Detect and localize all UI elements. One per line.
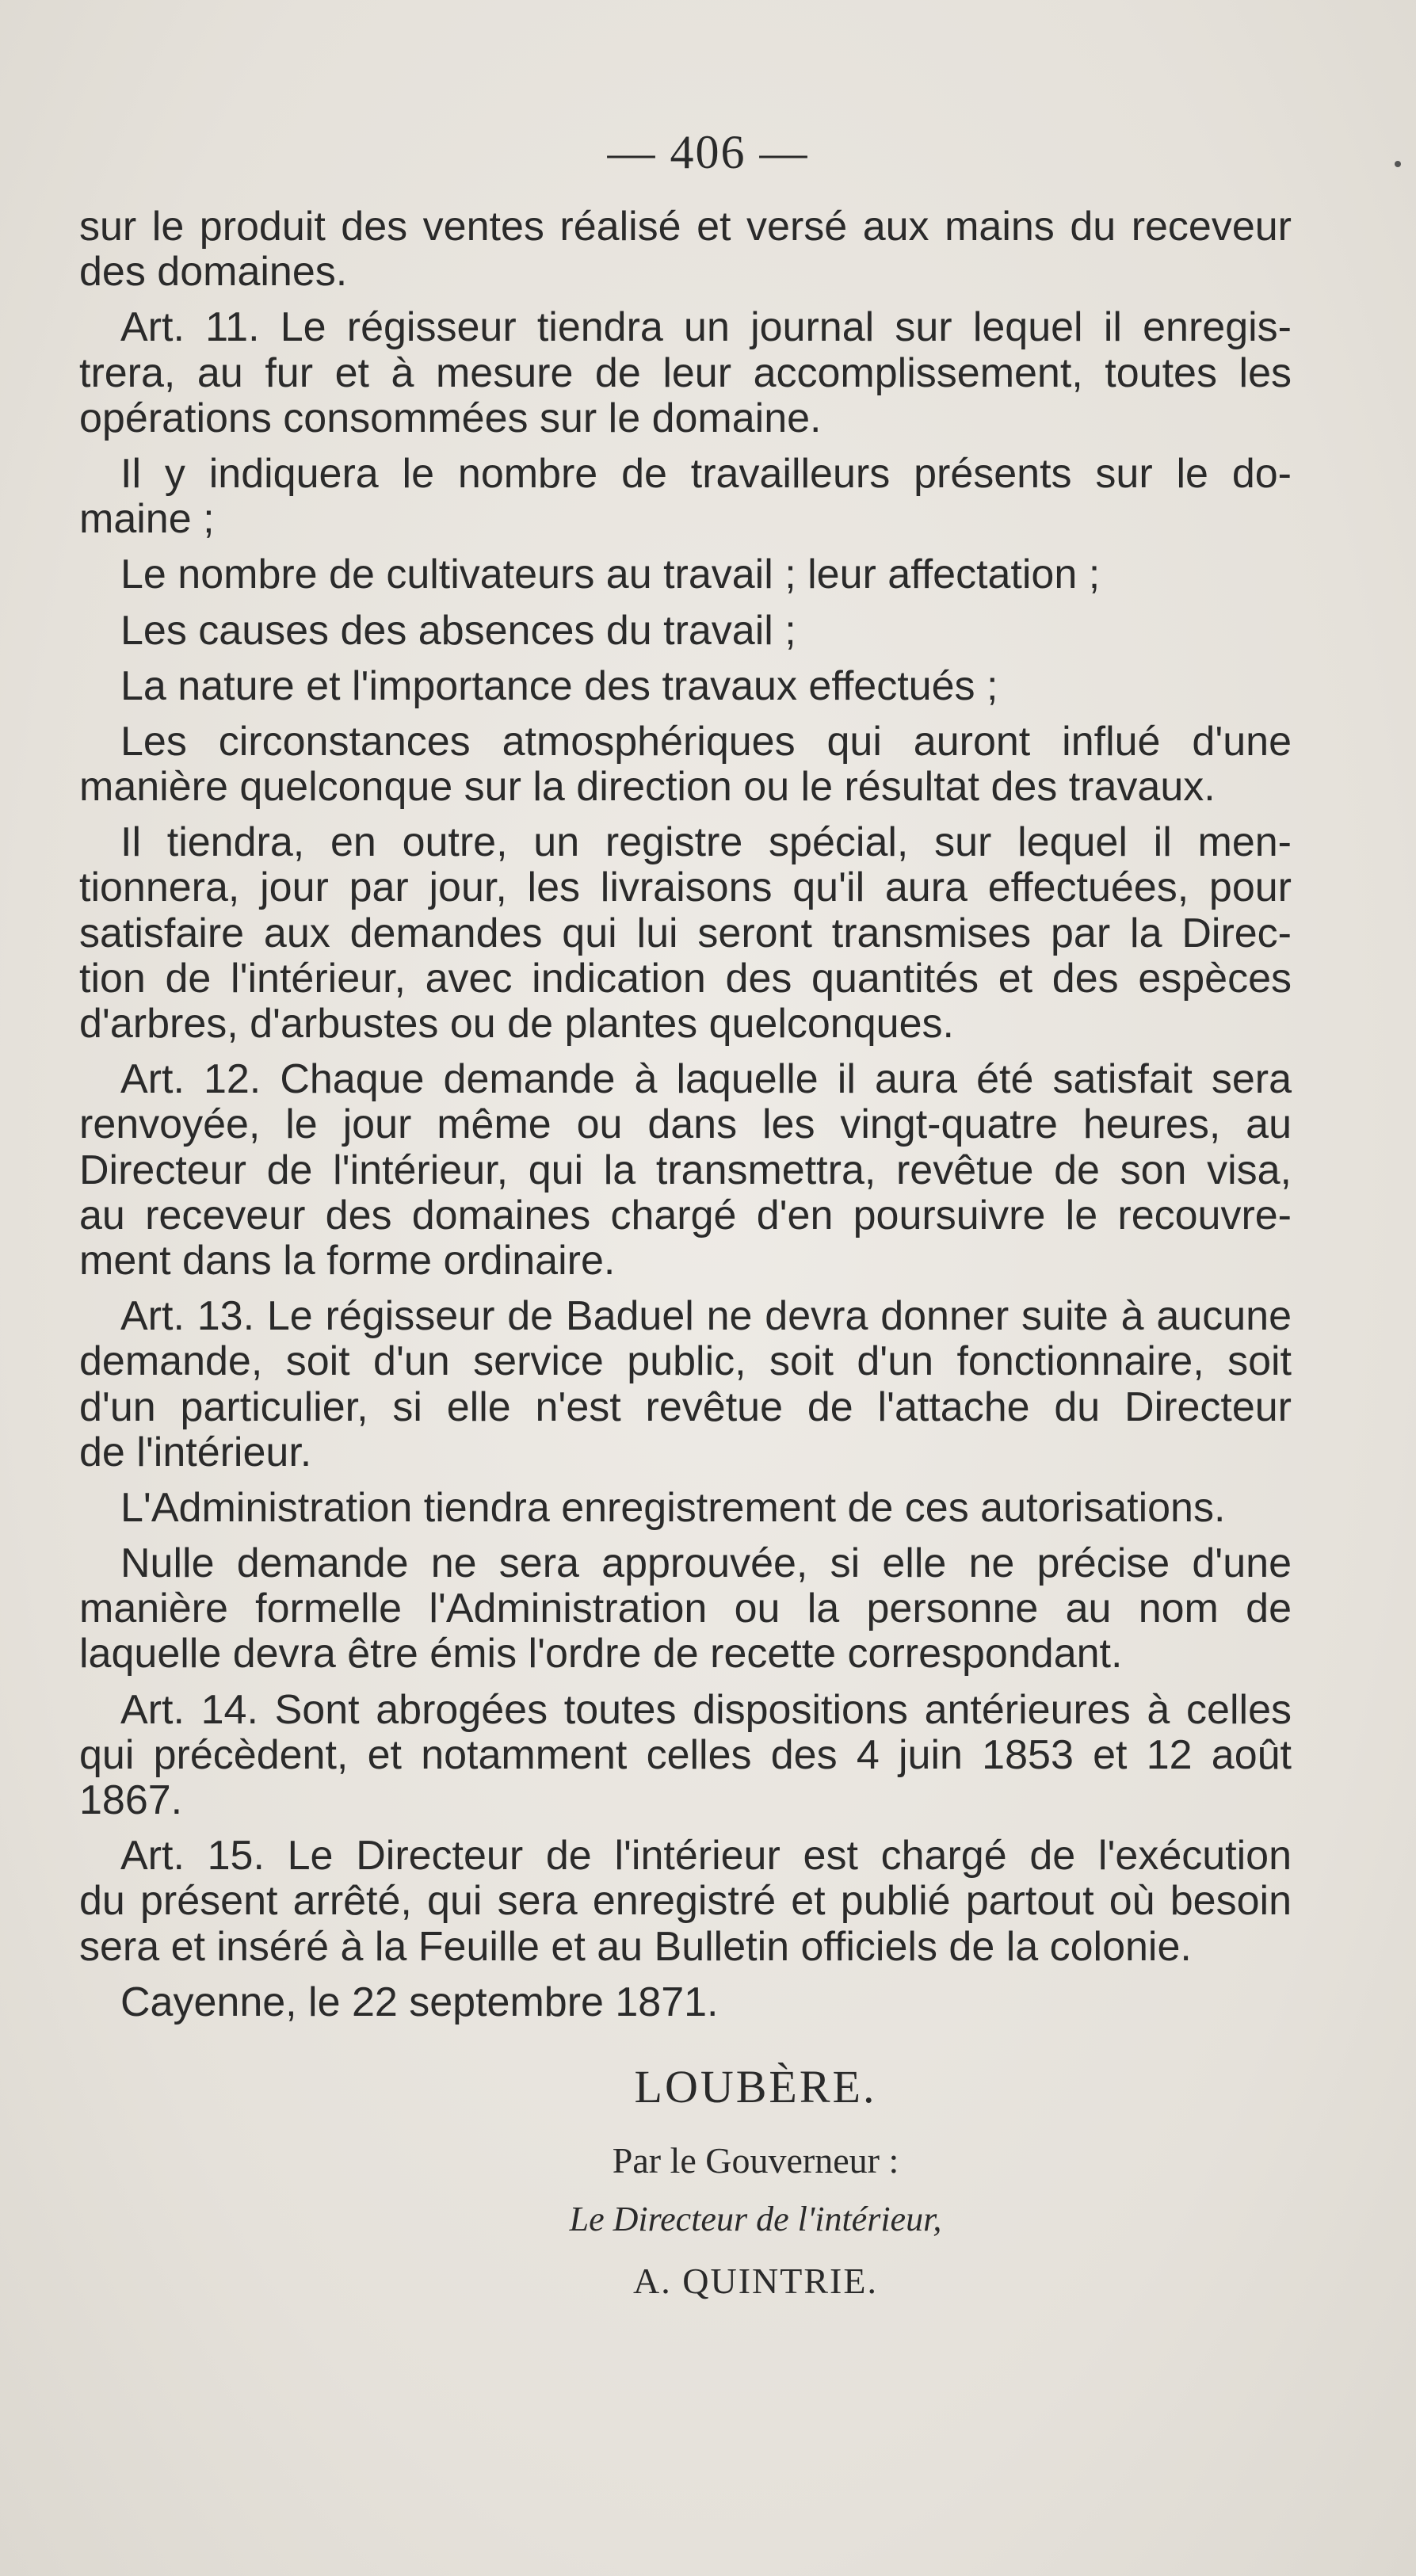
- text-line: opérations consommées sur le domaine.: [79, 395, 822, 441]
- body-text: [79, 204, 1292, 2036]
- text-line: au receveur des domaines chargé d'en poursuivre le recouvre-: [79, 1192, 1292, 1238]
- text-line: Art. 14. Sont abrogées toutes dispositions antérieures à celles: [120, 1686, 1292, 1733]
- paragraph: [79, 820, 1292, 1047]
- text-line: L'Administration tiendra enregistrement de ces autorisations.: [120, 1484, 1226, 1531]
- text-line: du présent arrêté, qui sera enregistré et publié partout où besoin: [79, 1878, 1292, 1925]
- text-line: satisfaire aux demandes qui lui seront transmises par la Direc-: [79, 910, 1292, 956]
- signature-par-le-gouverneur: Par le Gouverneur :: [612, 2140, 899, 2181]
- paragraph: [79, 1834, 1292, 1970]
- text-line: Art. 11. Le régisseur tiendra un journal sur lequel il enregis-: [120, 304, 1292, 351]
- text-line: La nature et l'importance des travaux effectués ;: [120, 662, 998, 709]
- text-line: de l'intérieur.: [79, 1429, 312, 1475]
- paragraph: [79, 609, 1292, 654]
- text-line: manière quelconque sur la direction ou le résultat des travaux.: [79, 764, 1216, 811]
- text-line: Le nombre de cultivateurs au travail ; leur affectation ;: [120, 551, 1101, 598]
- text-line: trera, au fur et à mesure de leur accomplissement, toutes les: [79, 349, 1292, 396]
- text-line: d'un particulier, si elle n'est revêtue de l'attache du Directeur: [79, 1383, 1292, 1430]
- text-line: tionnera, jour par jour, les livraisons qu'il aura effectuées, pour: [79, 864, 1292, 911]
- text-line: Nulle demande ne sera approuvée, si elle ne précise d'une: [120, 1540, 1292, 1587]
- paragraph: [79, 1486, 1292, 1531]
- text-line: tion de l'intérieur, avec indication des quantités et des espèces: [79, 955, 1292, 1002]
- text-line: demande, soit d'un service public, soit d'un fonctionnaire, soit: [79, 1338, 1292, 1385]
- paragraph: [79, 1980, 1292, 2025]
- text-line: qui précèdent, et notamment celles des 4 juin 1853 et 12 août: [79, 1731, 1292, 1778]
- signature-title: Le Directeur de l'intérieur,: [569, 2200, 942, 2238]
- text-line: Il y indiquera le nombre de travailleurs présents sur le do-: [120, 450, 1292, 497]
- text-line: Art. 12. Chaque demande à laquelle il aura été satisfait sera: [120, 1056, 1292, 1103]
- text-line: renvoyée, le jour même ou dans les vingt-quatre heures, au: [79, 1101, 1292, 1148]
- text-line: Les causes des absences du travail ;: [120, 607, 796, 654]
- ink-speck: [1395, 161, 1401, 167]
- text-line: Cayenne, le 22 septembre 1871.: [120, 1979, 719, 2025]
- paragraph: [79, 204, 1292, 295]
- text-line: des domaines.: [79, 249, 348, 296]
- text-line: manière formelle l'Administration ou la personne au nom de: [79, 1586, 1292, 1632]
- paragraph: [79, 719, 1292, 810]
- paragraph: [79, 305, 1292, 441]
- paragraph: [79, 552, 1292, 597]
- text-line: sera et inséré à la Feuille et au Bulletin officiels de la colonie.: [79, 1923, 1192, 1970]
- text-line: sur le produit des ventes réalisé et versé aux mains du receveur: [79, 204, 1292, 250]
- text-line: maine ;: [79, 496, 215, 543]
- paragraph: [79, 664, 1292, 709]
- text-line: Il tiendra, en outre, un registre spécial, sur lequel il men-: [120, 819, 1292, 866]
- paragraph: [79, 1688, 1292, 1824]
- text-line: Art. 13. Le régisseur de Baduel ne devra donner suite à aucune: [120, 1293, 1292, 1340]
- text-line: laquelle devra être émis l'ordre de recette correspondant.: [79, 1631, 1123, 1677]
- paragraph: [79, 452, 1292, 542]
- page-number: — 406 —: [607, 126, 809, 178]
- text-line: Art. 15. Le Directeur de l'intérieur est chargé de l'exécution: [120, 1833, 1292, 1880]
- paragraph: [79, 1294, 1292, 1475]
- signature-name: LOUBÈRE.: [634, 2061, 877, 2112]
- paragraph: [79, 1057, 1292, 1284]
- text-line: d'arbres, d'arbustes ou de plantes quelconques.: [79, 1001, 954, 1047]
- text-line: ment dans la forme ordinaire.: [79, 1237, 616, 1284]
- paragraph: [79, 1541, 1292, 1677]
- text-line: Directeur de l'intérieur, qui la transmettra, revêtue de son visa,: [79, 1147, 1292, 1193]
- text-line: Les circonstances atmosphériques qui auront influé d'une: [120, 718, 1292, 765]
- text-line: 1867.: [79, 1777, 183, 1823]
- signature-name-director: A. QUINTRIE.: [633, 2261, 878, 2301]
